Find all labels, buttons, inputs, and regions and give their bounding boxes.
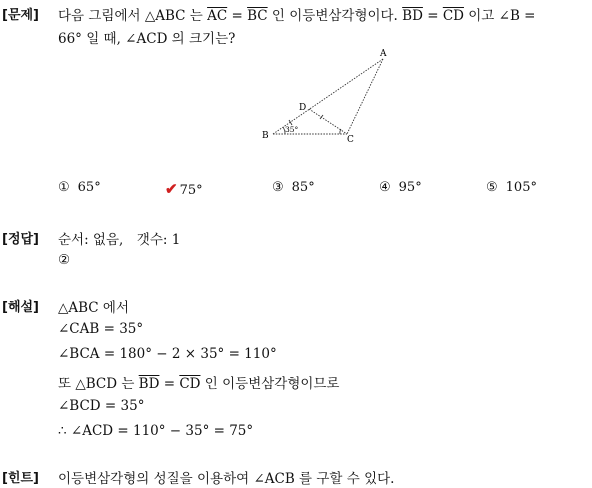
segment-ac: $\overline{AC}$ [207, 8, 228, 24]
side-ac [347, 59, 383, 134]
triangle-lines [273, 59, 383, 134]
label-b: B [262, 131, 269, 141]
segment-dc [309, 109, 347, 134]
choice-4[interactable]: ④ 95° [379, 180, 422, 195]
segment-bc: $\overline{BC}$ [247, 8, 268, 24]
choice-3[interactable]: ③ 85° [272, 180, 315, 195]
segment-bd-2: $\overline{BD}$ [138, 376, 160, 392]
choice-2[interactable]: ✔ 75° [165, 180, 203, 198]
segment-cd: $\overline{CD}$ [442, 8, 464, 24]
explanation-line-6: ∴ ∠ACD = 110° − 35° = 75° [58, 423, 254, 439]
hint-tag: [힌트] [2, 471, 39, 486]
hint-line-1: 이등변삼각형의 성질을 이용하여 ∠ACB 를 구할 수 있다. [58, 471, 395, 487]
explanation-line-1: △ABC 에서 [58, 300, 130, 316]
triangle-figure [255, 45, 400, 150]
problem-tag: [문제] [2, 8, 39, 23]
segment-bd: $\overline{BD}$ [402, 8, 423, 24]
label-angle-b: 35° [285, 125, 299, 134]
problem-line-1: 다음 그림에서 △ABC 는 $\overline{AC} = \overline{BC}$ 인 이등변삼각형이다. $\overline{BD} = \overline{CD}$ 이고 ∠B = [58, 8, 536, 24]
tick-dc [320, 115, 323, 119]
problem-line-2: 66° 일 때, ∠ACD 의 크기는? [58, 31, 236, 47]
explanation-line-2: ∠CAB = 35° [58, 321, 144, 337]
explanation-tag: [해설] [2, 300, 39, 315]
answer-line-1: 순서: 없음, 갯수: 1 [58, 232, 181, 248]
answer-line-2: ② [58, 252, 71, 268]
explanation-line-4: 또 △BCD 는 $\overline{BD} = \overline{CD}$ 인 이등변삼각형이므로 [58, 376, 340, 392]
label-a: A [380, 49, 387, 59]
label-d: D [299, 103, 307, 113]
explanation-line-3: ∠BCA = 180° − 2 × 35° = 110° [58, 346, 277, 362]
explanation-line-5: ∠BCD = 35° [58, 398, 145, 414]
side-ab [273, 59, 383, 134]
segment-cd-2: $\overline{CD}$ [179, 376, 201, 392]
choice-1[interactable]: ① 65° [58, 180, 101, 195]
choice-5[interactable]: ⑤ 105° [486, 180, 537, 195]
answer-tag: [정답] [2, 232, 39, 247]
label-c: C [347, 135, 354, 145]
checkmark-icon: ✔ [165, 180, 178, 198]
